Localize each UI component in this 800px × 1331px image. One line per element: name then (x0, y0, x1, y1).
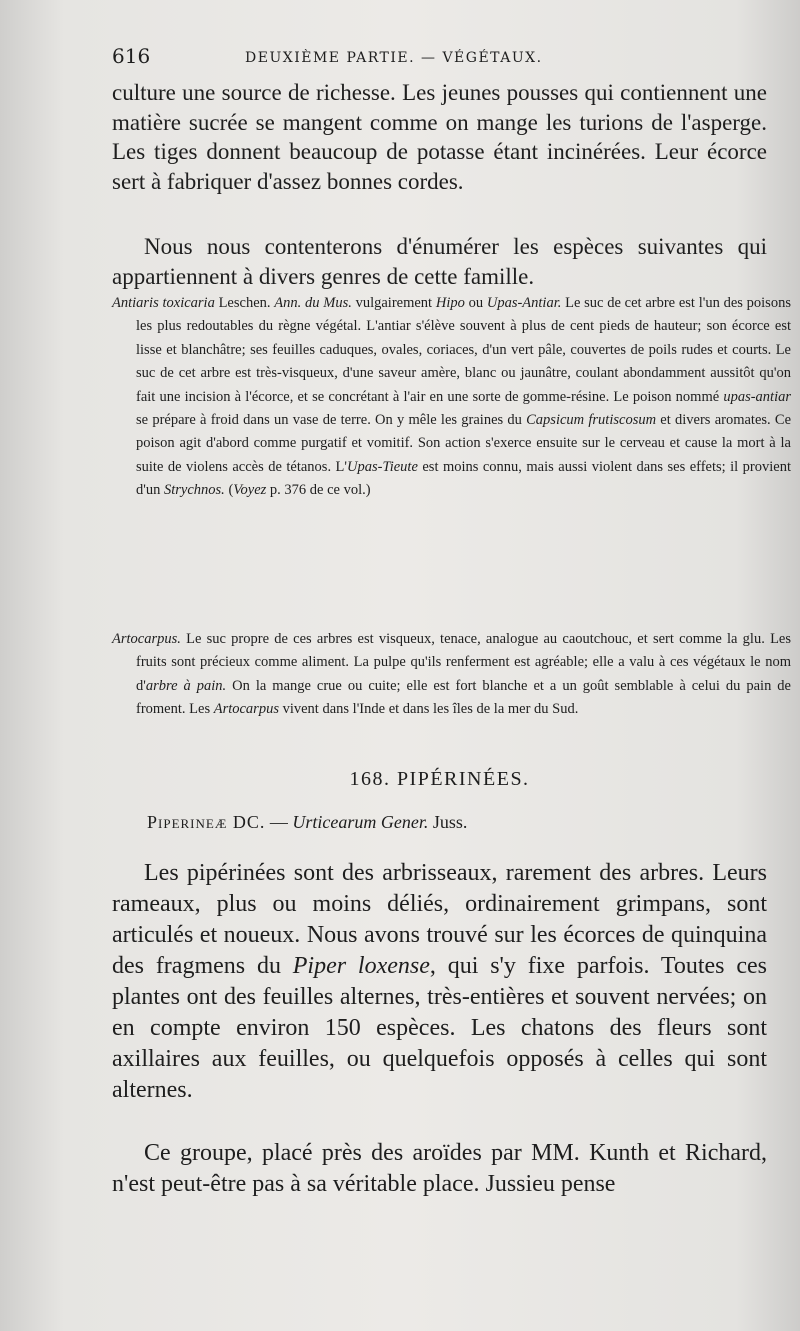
piperinees-paragraph: Les pipérinées sont des arbrisseaux, rarement des arbres. Leurs rameaux, plus ou moins déliés, ordinairement grimpans, sont articulés et noueux. Nous avons trouvé sur les écorces de quinquina des fragmens du Piper loxense, qui s'y fixe parfois. Toutes ces plantes ont des feuilles alternes, très-entières et souvent nervées; on en compte environ 150 espèces. Les chatons des fleurs sont axillaires aux feuilles, ou quelquefois opposés à celles qui sont alternes. (112, 860, 767, 1103)
page-header (112, 44, 712, 74)
section-heading (112, 768, 767, 791)
section-number: 168. (349, 768, 391, 790)
family-citation: Piperineæ DC. — Urticearum Gener. Juss. (147, 812, 468, 832)
continuation-paragraph: culture une source de richesse. Les jeunes pousses qui contiennent une matière sucrée se mangent comme on mange les turions de l'asperge. Les tiges donnent beaucoup de potasse étant incinérées. Leur écorce sert à fabriquer d'assez bonnes cordes. (112, 80, 767, 194)
genus-name: Artocarpus. (112, 631, 181, 647)
entry-artocarpus: Artocarpus. Le suc propre de ces arbres est visqueux, tenace, analogue au caoutchouc, et sert comme la glu. Les fruits sont précieux comme aliment. La pulpe qu'ils renferment est agréable; elle a valu à ces végétaux le nom d'arbre à pain. On la mange crue ou cuite; elle est fort blanche et a un goût semblable à celui du pain de froment. Les Artocarpus vivent dans l'Inde et dans les îles de la mer du Sud. (112, 631, 791, 718)
intro-paragraph: Nous nous contenterons d'énumérer les espèces suivantes qui appartiennent à divers genres de cette famille. (112, 234, 767, 289)
species-name: Antiaris toxicaria (112, 295, 215, 311)
entry-antiaris: Antiaris toxicaria Leschen. Ann. du Mus. vulgairement Hipo ou Upas-Antiar. Le suc de cet arbre est l'un des poisons les plus redoutables du règne végétal. L'antiar s'élève souvent à plus de cent pieds de hauteur; son écorce est lisse et blanchâtre; ses feuilles caduques, ovales, coriaces, d'un vert pâle, couvertes de poils rudes et courts. Le suc de cet arbre est très-visqueux, d'une saveur amère, blanc ou jaunâtre, coulant abondamment aussitôt qu'on fait une incision à l'écorce, et se concrétant à l'air en une sorte de gomme-résine. Le poison nommé upas-antiar se prépare à froid dans un vase de terre. On y mêle les graines du Capsicum frutiscosum et divers aromates. Ce poison agit d'abord comme purgatif et vomitif. Son action s'exerce ensuite sur le cerveau et cause la mort à la suite de violens accès de tétanos. L'Upas-Tieute est moins connu, mais aussi violent dans ses effets; il provient d'un Strychnos. (Voyez p. 376 de ce vol.) (112, 295, 791, 499)
family-synonym: Urticearum Gener. (292, 812, 429, 832)
family-name: Piperineæ DC. (147, 812, 266, 832)
section-title: PIPÉRINÉES. (396, 768, 530, 790)
placement-paragraph: Ce groupe, placé près des aroïdes par MM. Kunth et Richard, n'est peut-être pas à sa véritable place. Jussieu pense (112, 1140, 767, 1197)
page-number: 616 (112, 44, 151, 68)
running-head: DEUXIÈME PARTIE. — VÉGÉTAUX. (245, 50, 543, 66)
